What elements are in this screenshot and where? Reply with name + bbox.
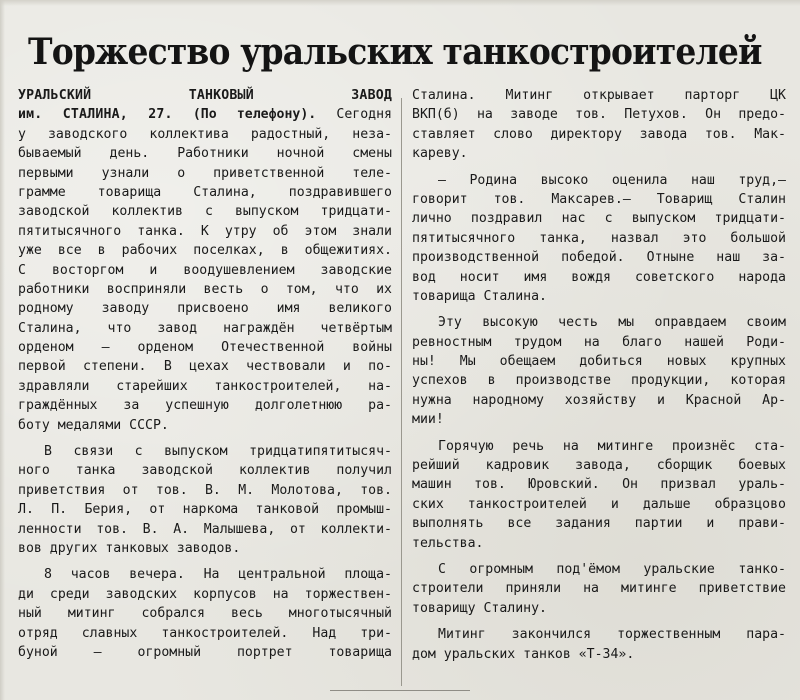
article-line: родному заводу присвоено имя великого: [18, 301, 392, 317]
article-line: у заводского коллектива радостный, неза-: [18, 126, 392, 142]
article-line: ВКП(б) на заводе тов. Петухов. Он предо-: [412, 107, 786, 123]
right-column-text: [412, 86, 786, 664]
article-line: машин тов. Юровский. Он призвал ураль-: [412, 477, 786, 493]
bottom-rule: [330, 690, 470, 691]
article-line: вод носит имя вождя советского народа: [412, 269, 786, 285]
article-line: ного танка заводской коллектив получил: [18, 463, 392, 479]
article-line: нужна народному хозяйству и Красной Ар-: [412, 392, 786, 408]
dateline-row-2: [18, 105, 392, 124]
article-line: С огромным под'ёмом уральские танко-: [438, 561, 786, 577]
article-line: работники восприняли весть о том, что их: [18, 281, 392, 297]
article-line: ди среди заводских корпусов на торжествен-: [18, 586, 392, 602]
article-line: Горячую речь на митинге произнёс ста-: [438, 438, 786, 454]
paragraph-gap: [412, 164, 786, 171]
article-column-left: [18, 86, 392, 662]
paragraph-gap: [412, 306, 786, 313]
article-line: ленности тов. В. А. Малышева, от коллекти-: [18, 521, 392, 537]
article-line: ставляет слово директору завода тов. Мак-: [412, 126, 786, 142]
article-column-right: [412, 86, 786, 664]
article-line: отряд славных танкостроителей. Над три-: [18, 625, 392, 641]
article-line: грамме товарища Сталина, поздравившего: [18, 184, 392, 200]
article-line: первой степени. В цехах чествовали и по-: [18, 359, 392, 375]
article-line: тельства.: [412, 535, 484, 551]
article-line: В связи с выпуском тридцатипятитысяч-: [44, 444, 392, 460]
column-divider: [401, 98, 402, 686]
article-headline: Торжество уральских танкостроителей: [28, 31, 762, 73]
article-line: лично поздравил нас с выпуском тридцати-: [412, 211, 786, 227]
page-edge-left: [0, 0, 5, 700]
paragraph-gap: [412, 618, 786, 625]
article-line: 8 часов вечера. На центральной площа-: [44, 567, 392, 583]
article-line: Митинг закончился торжественным пара-: [438, 627, 786, 643]
paragraph-gap: [18, 558, 392, 565]
article-line: здравляли старейших танкостроителей, на-: [18, 378, 392, 394]
article-line: говорит тов. Максарев.— Товарищ Сталин: [412, 191, 786, 207]
article-line: товарища Сталина.: [412, 288, 547, 304]
article-line: Эту высокую честь мы оправдаем своим: [438, 315, 786, 331]
article-line: пятитысячного танка. К утру об этом знали: [18, 223, 392, 239]
article-line: приветствия от тов. В. М. Молотова, тов.: [18, 482, 392, 498]
article-line: — Родина высоко оценила наш труд,—: [438, 172, 786, 188]
article-line: вов других танковых заводов.: [18, 540, 241, 556]
article-line: С восторгом и воодушевлением заводские: [18, 262, 392, 278]
article-line: орденом — орденом Отечественной войны: [18, 340, 392, 356]
article-line: мии!: [412, 412, 444, 428]
paragraph-gap: [412, 430, 786, 437]
page-edge-top: [0, 0, 800, 6]
paragraph-gap: [18, 435, 392, 442]
article-line: товарищу Сталину.: [412, 600, 547, 616]
article-line: первыми узнали о приветственной теле-: [18, 165, 392, 181]
article-line: выполнять все задания партии и прави-: [412, 516, 786, 532]
article-line: ны! Мы обещаем добиться новых крупных: [412, 354, 786, 370]
article-line: кареву.: [412, 146, 468, 162]
article-line: строители приняли на митинге приветствие: [412, 581, 786, 597]
dateline-row: [18, 86, 392, 105]
article-line: граждённых за успешную долголетнюю ра-: [18, 398, 392, 414]
article-line: ревностным трудом на благо нашей Роди-: [412, 334, 786, 350]
article-line: уже все в рабочих поселках, в общежитиях.: [18, 243, 392, 259]
article-line: дом уральских танков «Т-34».: [412, 646, 635, 662]
article-line: Сталина. Митинг открывает парторг ЦК: [412, 88, 786, 103]
dateline-place-2: им. СТАЛИНА, 27.: [18, 107, 173, 123]
article-line: Сегодня: [336, 107, 392, 123]
article-line: бываемый день. Работники ночной смены: [18, 146, 392, 162]
article-line: производственной победой. Отныне наш за-: [412, 250, 786, 266]
paragraph-gap: [412, 553, 786, 560]
article-line: боту медалями СССР.: [18, 417, 169, 433]
article-line: успехов в производстве продукции, которая: [412, 373, 786, 389]
article-line: рейший кадровик завода, сборщик боевых: [412, 458, 786, 474]
dateline-source: (По телефону).: [192, 107, 317, 123]
article-line: буной — огромный портрет товарища: [18, 644, 392, 660]
article-line: Л. П. Берия, от наркома танковой промыш-: [18, 502, 392, 518]
article-line: Сталина, что завод награждён четвёртым: [18, 320, 392, 336]
article-line: ный митинг собрался весь многотысячный: [18, 606, 392, 622]
dateline-place: УРАЛЬСКИЙ ТАНКОВЫЙ ЗАВОД: [18, 88, 392, 103]
article-line: пятитысячного танка, назвал это большой: [412, 230, 786, 246]
article-line: заводской коллектив с выпуском тридцати-: [18, 204, 392, 220]
article-line: ских танкостроителей и дальше образцово: [412, 496, 786, 512]
left-column-text: [18, 125, 392, 663]
